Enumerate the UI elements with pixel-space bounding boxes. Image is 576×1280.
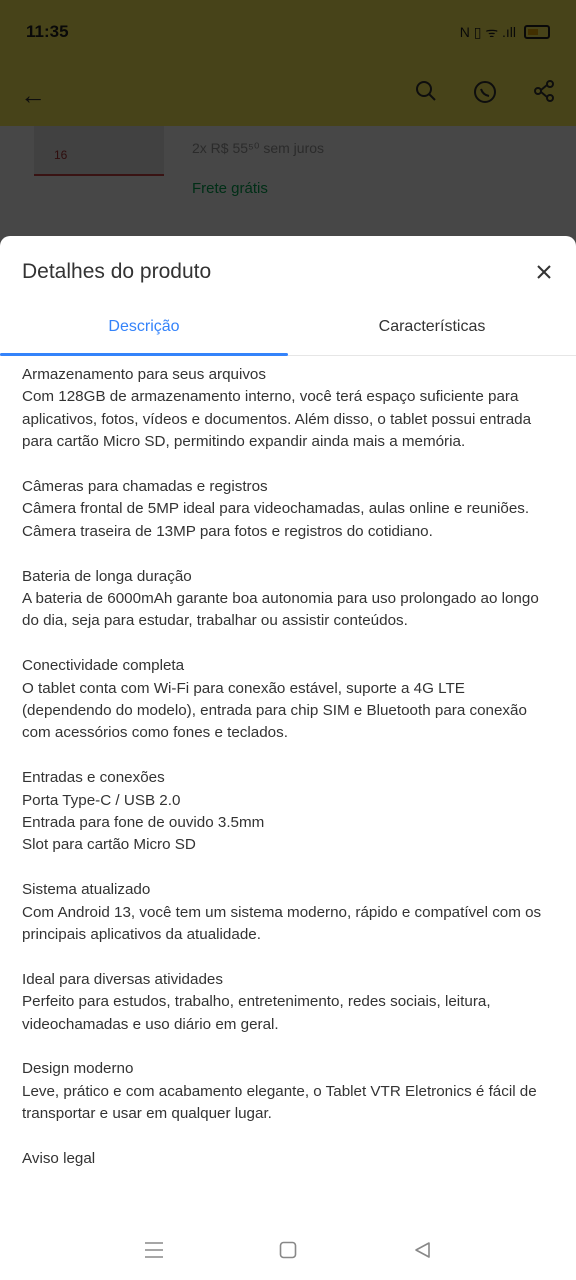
description-section [22, 1148, 552, 1170]
section-text: Perfeito para estudos, trabalho, entretenimento, redes sociais, leitura, videochamadas e uso diário em geral. [22, 993, 491, 1033]
product-details-sheet [0, 236, 576, 1280]
section-heading: Ideal para diversas atividades [22, 970, 223, 988]
description-section [22, 767, 552, 857]
tab-descricao[interactable]: Descrição [108, 318, 180, 335]
section-heading: Câmeras para chamadas e registros [22, 478, 268, 496]
description-section [22, 655, 552, 745]
section-heading: Sistema atualizado [22, 881, 151, 899]
section-text: Slot para cartão Micro SD [22, 836, 196, 854]
description-section [22, 566, 552, 633]
section-text: Leve, prático e com acabamento elegante, o Tablet VTR Eletronics é fácil de transportar e usar em qualquer lugar. [22, 1082, 537, 1123]
sheet-title: Detalhes do produto [22, 260, 212, 283]
section-text: Câmera traseira de 13MP para fotos e registros do cotidiano. [22, 522, 433, 540]
section-heading: Conectividade completa [22, 657, 185, 675]
sheet-header [0, 236, 576, 308]
description-section [22, 879, 552, 946]
section-text: Com Android 13, você tem um sistema moderno, rápido e compatível com os principais aplicativos da atualidade. [22, 903, 542, 944]
menu-icon [144, 1241, 164, 1259]
section-heading: Design moderno [22, 1060, 134, 1078]
home-button[interactable] [276, 1238, 300, 1262]
close-icon [536, 264, 552, 280]
section-text: Entrada para fone de ouvido 3.5mm [22, 814, 265, 832]
section-heading: Aviso legal [22, 1150, 96, 1168]
section-text: A bateria de 6000mAh garante boa autonomia para uso prolongado ao longo do dia, seja para estudar, trabalhar ou assistir conteúdos. [22, 590, 539, 630]
tabs [0, 308, 576, 356]
active-tab-indicator [0, 353, 288, 356]
section-heading: Bateria de longa duração [22, 567, 192, 585]
description-section [22, 364, 552, 454]
description-section [22, 969, 552, 1036]
description-content [0, 356, 576, 1171]
home-icon [279, 1241, 297, 1259]
section-text: Porta Type-C / USB 2.0 [22, 791, 181, 809]
back-icon [413, 1241, 431, 1259]
tab-caracteristicas[interactable]: Características [378, 318, 486, 335]
section-text: O tablet conta com Wi-Fi para conexão estável, suporte a 4G LTE (dependendo do modelo), entrada para chip SIM e Bluetooth para conexão com acessórios como fones e teclados. [22, 679, 527, 742]
section-text: Câmera frontal de 5MP ideal para videochamadas, aulas online e reuniões. [22, 500, 530, 518]
description-section [22, 1058, 552, 1125]
back-button[interactable] [410, 1238, 434, 1262]
menu-button[interactable] [142, 1238, 166, 1262]
section-heading: Armazenamento para seus arquivos [22, 366, 266, 383]
section-text: Com 128GB de armazenamento interno, você terá espaço suficiente para aplicativos, fotos, vídeos e documentos. Além disso, o tablet possui entrada para cartão Micro SD, permitindo expandir ainda mais a memória. [22, 388, 532, 451]
description-section [22, 476, 552, 543]
section-heading: Entradas e conexões [22, 769, 165, 787]
close-button[interactable] [532, 260, 556, 284]
dim-overlay[interactable] [0, 0, 576, 250]
system-nav-bar [0, 1220, 576, 1280]
background-app [0, 0, 576, 250]
